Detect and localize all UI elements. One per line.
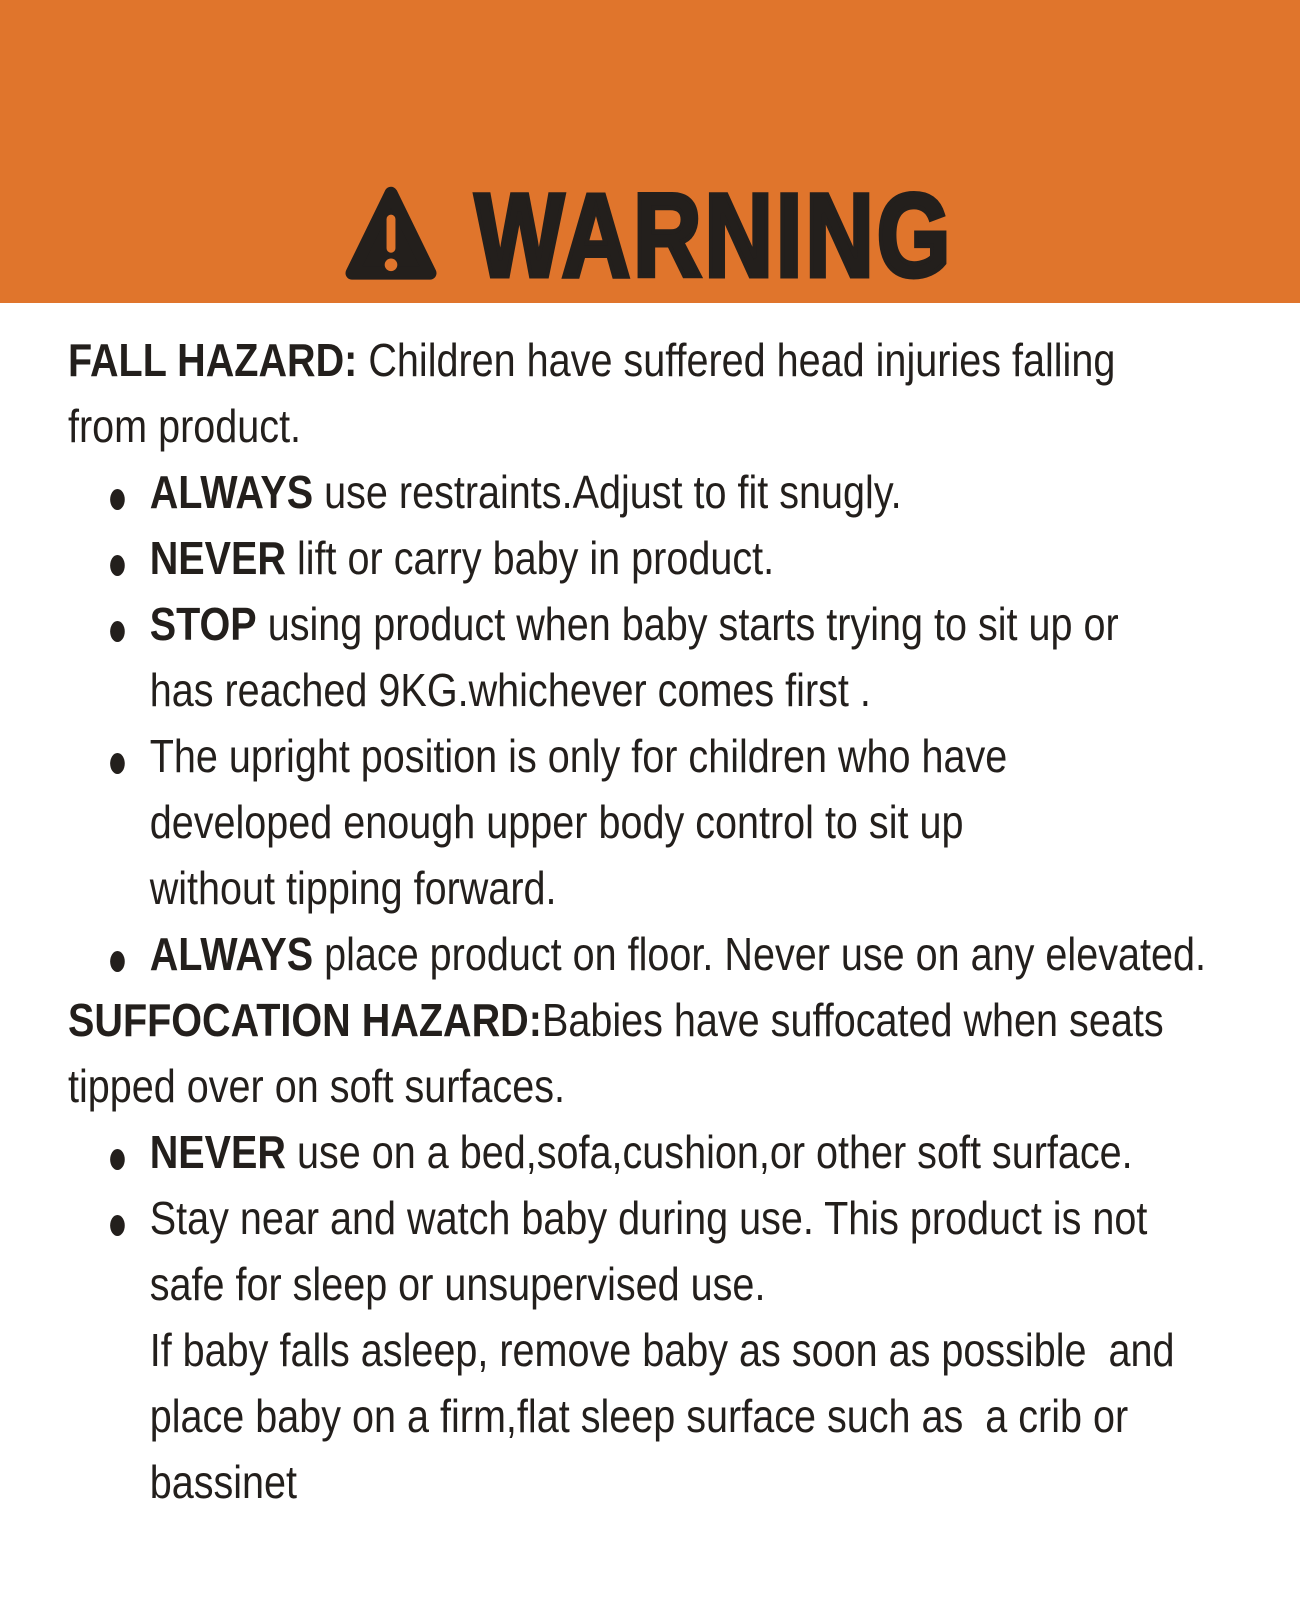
bullet-icon (110, 555, 125, 576)
warning-banner (0, 0, 1300, 303)
exclamation-bar (386, 215, 395, 253)
bullet-icon (110, 753, 125, 774)
body-text: has reached 9KG.whichever comes first . (149, 664, 871, 716)
body-text: safe for sleep or unsupervised use. (149, 1258, 766, 1310)
bullet-icon (110, 1149, 125, 1170)
warning-title: WARNING (474, 170, 954, 302)
body-text: without tipping forward. (149, 862, 557, 914)
warning-line (68, 1119, 1289, 1185)
warning-line (68, 1251, 1289, 1317)
warning-line (68, 657, 1289, 723)
keyword-text: STOP (149, 598, 257, 650)
body-text: lift or carry baby in product. (285, 532, 775, 584)
body-text: use restraints.Adjust to fit snugly. (313, 466, 902, 518)
body-text: The upright position is only for children who have (149, 730, 1008, 782)
keyword-text: SUFFOCATION HAZARD: (68, 994, 542, 1046)
body-text: tipped over on soft surfaces. (68, 1060, 565, 1112)
keyword-text: NEVER (149, 532, 286, 584)
bullet-icon (110, 489, 125, 510)
warning-line (68, 921, 1289, 987)
warning-body (68, 327, 1289, 1515)
warning-triangle-icon (344, 184, 438, 288)
warning-line (68, 789, 1289, 855)
bullet-icon (110, 621, 125, 642)
warning-line (68, 1053, 1289, 1119)
body-text: developed enough upper body control to sit up (149, 796, 964, 848)
warning-line (68, 591, 1289, 657)
warning-line (68, 459, 1289, 525)
body-text: place baby on a firm,flat sleep surface such as a crib or (149, 1390, 1129, 1442)
bullet-icon (110, 1215, 125, 1236)
warning-line (68, 327, 1289, 393)
body-text: Children have suffered head injuries falling (357, 334, 1116, 386)
body-text: using product when baby starts trying to sit up or (256, 598, 1119, 650)
warning-banner-content (0, 170, 1300, 302)
keyword-text: ALWAYS (149, 466, 314, 518)
keyword-text: FALL HAZARD: (68, 334, 358, 386)
body-text: use on a bed,sofa,cushion,or other soft surface. (285, 1126, 1133, 1178)
warning-line (68, 1383, 1289, 1449)
warning-line (68, 525, 1289, 591)
keyword-text: ALWAYS (149, 928, 314, 980)
body-text: bassinet (149, 1456, 298, 1508)
body-text: place product on floor. Never use on any elevated. (313, 928, 1206, 980)
warning-line (68, 723, 1289, 789)
warning-line (68, 1185, 1289, 1251)
warning-line (68, 1449, 1289, 1515)
body-text: Babies have suffocated when seats (541, 994, 1164, 1046)
body-text: from product. (68, 400, 302, 452)
warning-line (68, 393, 1289, 459)
body-text: If baby falls asleep, remove baby as soon as possible and (149, 1324, 1175, 1376)
warning-line (68, 855, 1289, 921)
warning-line (68, 987, 1289, 1053)
keyword-text: NEVER (149, 1126, 286, 1178)
body-text: Stay near and watch baby during use. This product is not (149, 1192, 1148, 1244)
bullet-icon (110, 951, 125, 972)
exclamation-dot (385, 258, 398, 271)
warning-line (68, 1317, 1289, 1383)
